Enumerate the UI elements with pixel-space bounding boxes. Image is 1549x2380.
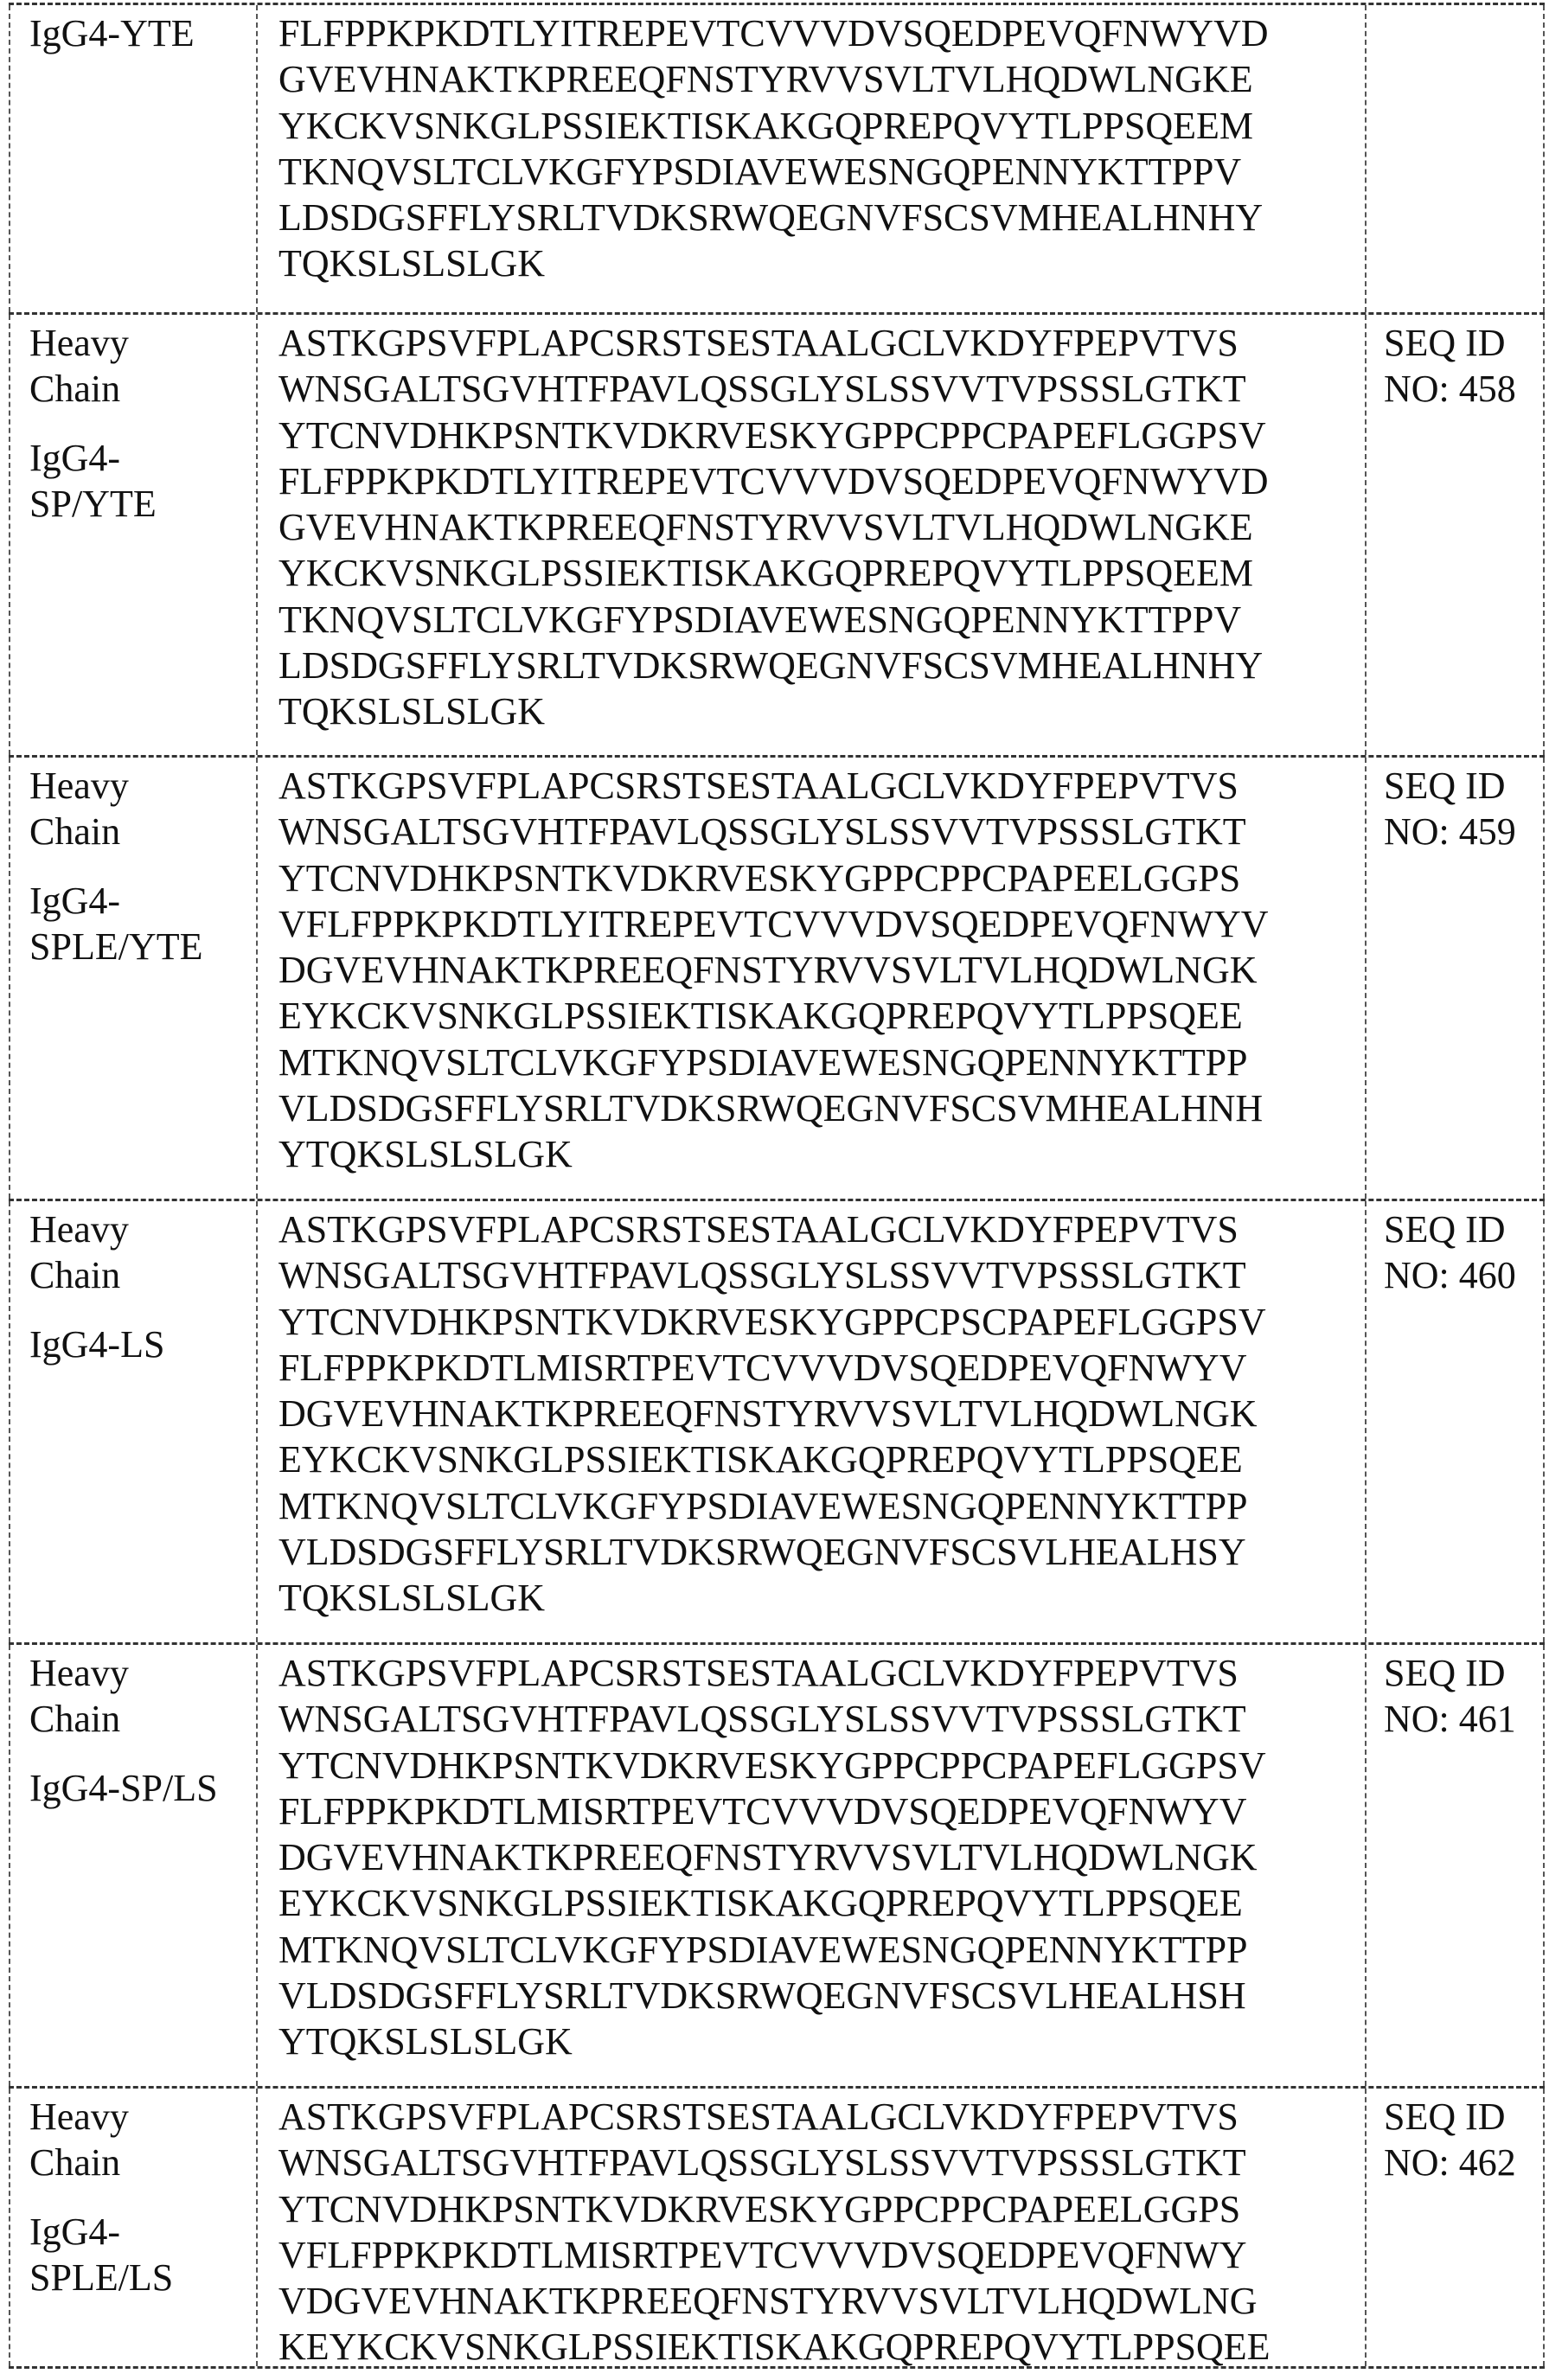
label-line: IgG4-YTE	[29, 10, 256, 56]
antibody-label-cell	[9, 315, 256, 755]
sequence-line: FLFPPKPKDTLMISRTPEVTCVVVDVSQEDPEVQFNWYV	[278, 1345, 1365, 1391]
sequence-line: MTKNQVSLTCLVKGFYPSDIAVEWESNGQPENNYKTTPP	[278, 1040, 1365, 1085]
label-line: Heavy	[29, 1206, 256, 1252]
seq-id-cell	[1365, 2089, 1545, 2366]
label-line: Heavy	[29, 1650, 256, 1696]
antibody-label-cell	[9, 2089, 256, 2366]
table-row	[9, 1642, 1545, 2086]
label-line: Chain	[29, 809, 256, 854]
table-row	[9, 3, 1545, 312]
label-line: Chain	[29, 2140, 256, 2185]
label-paragraph	[29, 1650, 256, 1743]
seq-id-line: NO: 462	[1384, 2140, 1543, 2185]
label-line: SP/YTE	[29, 481, 256, 527]
sequence-line: EYKCKVSNKGLPSSIEKTISKAKGQPREPQVYTLPPSQEE	[278, 1436, 1365, 1482]
seq-id-line: NO: 461	[1384, 1696, 1543, 1742]
sequence-line: WNSGALTSGVHTFPAVLQSSGLYSLSSVVTVPSSSLGTKT	[278, 2140, 1365, 2185]
seq-id-cell	[1365, 1201, 1545, 1642]
seq-id-line: SEQ ID	[1384, 320, 1543, 366]
seq-id-cell	[1365, 5, 1545, 312]
sequence-cell	[256, 315, 1365, 755]
sequence-line: GVEVHNAKTKPREEQFNSTYRVVSVLTVLHQDWLNGKE	[278, 56, 1365, 102]
sequence-line: YTQKSLSLSLGK	[278, 2019, 1365, 2064]
sequence-line: EYKCKVSNKGLPSSIEKTISKAKGQPREPQVYTLPPSQEE	[278, 1880, 1365, 1926]
sequence-line: KEYKCKVSNKGLPSSIEKTISKAKGQPREPQVYTLPPSQEE	[278, 2324, 1365, 2370]
seq-id-line: NO: 459	[1384, 809, 1543, 854]
label-line: Heavy	[29, 320, 256, 366]
sequence-cell	[256, 2089, 1365, 2366]
sequence-line: ASTKGPSVFPLAPCSRSTSESTAALGCLVKDYFPEPVTVS	[278, 320, 1365, 366]
sequence-line: GVEVHNAKTKPREEQFNSTYRVVSVLTVLHQDWLNGKE	[278, 504, 1365, 550]
sequence-line: MTKNQVSLTCLVKGFYPSDIAVEWESNGQPENNYKTTPP	[278, 1927, 1365, 1973]
sequence-line: DGVEVHNAKTKPREEQFNSTYRVVSVLTVLHQDWLNGK	[278, 1391, 1365, 1436]
label-paragraph	[29, 878, 256, 970]
sequence-line: MTKNQVSLTCLVKGFYPSDIAVEWESNGQPENNYKTTPP	[278, 1483, 1365, 1529]
antibody-label-cell	[9, 5, 256, 312]
seq-id-line: SEQ ID	[1384, 2094, 1543, 2140]
seq-id-cell	[1365, 1645, 1545, 2086]
label-line: IgG4-SP/LS	[29, 1765, 256, 1811]
label-line: IgG4-	[29, 2209, 256, 2255]
sequence-line: YTCNVDHKPSNTKVDKRVESKYGPPCPPCPAPEELGGPS	[278, 2186, 1365, 2232]
sequence-cell	[256, 5, 1365, 312]
sequence-line: WNSGALTSGVHTFPAVLQSSGLYSLSSVVTVPSSSLGTKT	[278, 809, 1365, 854]
sequence-line: YKCKVSNKGLPSSIEKTISKAKGQPREPQVYTLPPSQEEM	[278, 103, 1365, 149]
sequence-cell	[256, 1201, 1365, 1642]
label-line: Chain	[29, 1696, 256, 1742]
antibody-label-cell	[9, 1201, 256, 1642]
table-row	[9, 312, 1545, 755]
label-line: SPLE/YTE	[29, 924, 256, 969]
seq-id-cell	[1365, 758, 1545, 1199]
sequence-line: VFLFPPKPKDTLYITREPEVTCVVVDVSQEDPEVQFNWYV	[278, 901, 1365, 947]
table-row	[9, 755, 1545, 1199]
sequence-line: DGVEVHNAKTKPREEQFNSTYRVVSVLTVLHQDWLNGK	[278, 947, 1365, 993]
seq-id-line: NO: 460	[1384, 1252, 1543, 1298]
label-paragraph	[29, 2094, 256, 2186]
sequence-line: TQKSLSLSLGK	[278, 240, 1365, 286]
sequence-line: FLFPPKPKDTLMISRTPEVTCVVVDVSQEDPEVQFNWYV	[278, 1788, 1365, 1834]
sequence-line: YTCNVDHKPSNTKVDKRVESKYGPPCPPCPAPEFLGGPSV	[278, 1743, 1365, 1788]
label-line: IgG4-	[29, 435, 256, 481]
sequence-line: EYKCKVSNKGLPSSIEKTISKAKGQPREPQVYTLPPSQEE	[278, 993, 1365, 1039]
sequence-line: YKCKVSNKGLPSSIEKTISKAKGQPREPQVYTLPPSQEEM	[278, 550, 1365, 596]
label-line: Chain	[29, 1252, 256, 1298]
sequence-cell	[256, 1645, 1365, 2086]
sequence-line: LDSDGSFFLYSRLTVDKSRWQEGNVFSCSVMHEALHNHY	[278, 643, 1365, 688]
antibody-label-cell	[9, 758, 256, 1199]
sequence-line: VLDSDGSFFLYSRLTVDKSRWQEGNVFSCSVLHEALHSY	[278, 1529, 1365, 1575]
sequence-line: LDSDGSFFLYSRLTVDKSRWQEGNVFSCSVMHEALHNHY	[278, 195, 1365, 240]
sequence-line: ASTKGPSVFPLAPCSRSTSESTAALGCLVKDYFPEPVTVS	[278, 1650, 1365, 1696]
sequence-line: VLDSDGSFFLYSRLTVDKSRWQEGNVFSCSVMHEALHNH	[278, 1085, 1365, 1131]
sequence-line: ASTKGPSVFPLAPCSRSTSESTAALGCLVKDYFPEPVTVS	[278, 2094, 1365, 2140]
sequence-line: YTCNVDHKPSNTKVDKRVESKYGPPCPPCPAPEFLGGPSV	[278, 413, 1365, 458]
sequence-line: WNSGALTSGVHTFPAVLQSSGLYSLSSVVTVPSSSLGTKT	[278, 1252, 1365, 1298]
sequence-line: VLDSDGSFFLYSRLTVDKSRWQEGNVFSCSVLHEALHSH	[278, 1973, 1365, 2019]
sequence-line: FLFPPKPKDTLYITREPEVTCVVVDVSQEDPEVQFNWYVD	[278, 458, 1365, 504]
label-paragraph	[29, 10, 256, 56]
label-paragraph	[29, 1321, 256, 1367]
label-paragraph	[29, 320, 256, 413]
sequence-line: DGVEVHNAKTKPREEQFNSTYRVVSVLTVLHQDWLNGK	[278, 1834, 1365, 1880]
sequence-line: TKNQVSLTCLVKGFYPSDIAVEWESNGQPENNYKTTPPV	[278, 597, 1365, 643]
seq-id-line: SEQ ID	[1384, 1650, 1543, 1696]
label-line: SPLE/LS	[29, 2255, 256, 2300]
antibody-label-cell	[9, 1645, 256, 2086]
sequence-line: YTQKSLSLSLGK	[278, 1131, 1365, 1177]
seq-id-line: SEQ ID	[1384, 763, 1543, 809]
sequence-cell	[256, 758, 1365, 1199]
label-line: Heavy	[29, 2094, 256, 2140]
label-paragraph	[29, 763, 256, 855]
label-paragraph	[29, 1206, 256, 1299]
sequence-line: WNSGALTSGVHTFPAVLQSSGLYSLSSVVTVPSSSLGTKT	[278, 1696, 1365, 1742]
table-row	[9, 2086, 1545, 2369]
sequence-line: TKNQVSLTCLVKGFYPSDIAVEWESNGQPENNYKTTPPV	[278, 149, 1365, 195]
sequence-line: FLFPPKPKDTLYITREPEVTCVVVDVSQEDPEVQFNWYVD	[278, 10, 1365, 56]
sequence-line: YTCNVDHKPSNTKVDKRVESKYGPPCPPCPAPEELGGPS	[278, 855, 1365, 901]
label-line: IgG4-	[29, 878, 256, 924]
seq-id-line: NO: 458	[1384, 366, 1543, 412]
sequence-line: TQKSLSLSLGK	[278, 1575, 1365, 1621]
sequence-line: WNSGALTSGVHTFPAVLQSSGLYSLSSVVTVPSSSLGTKT	[278, 366, 1365, 412]
sequence-line: VFLFPPKPKDTLMISRTPEVTCVVVDVSQEDPEVQFNWY	[278, 2232, 1365, 2278]
sequence-line: VDGVEVHNAKTKPREEQFNSTYRVVSVLTVLHQDWLNG	[278, 2278, 1365, 2324]
label-line: IgG4-LS	[29, 1321, 256, 1367]
label-paragraph	[29, 435, 256, 528]
label-paragraph	[29, 2209, 256, 2301]
sequence-line: ASTKGPSVFPLAPCSRSTSESTAALGCLVKDYFPEPVTVS	[278, 1206, 1365, 1252]
seq-id-cell	[1365, 315, 1545, 755]
seq-id-line: SEQ ID	[1384, 1206, 1543, 1252]
sequence-line: TQKSLSLSLGK	[278, 688, 1365, 734]
sequence-line: ASTKGPSVFPLAPCSRSTSESTAALGCLVKDYFPEPVTVS	[278, 763, 1365, 809]
sequence-line: YTCNVDHKPSNTKVDKRVESKYGPPCPSCPAPEFLGGPSV	[278, 1299, 1365, 1345]
label-line: Chain	[29, 366, 256, 412]
label-paragraph	[29, 1765, 256, 1811]
label-line: Heavy	[29, 763, 256, 809]
table-row	[9, 1199, 1545, 1642]
